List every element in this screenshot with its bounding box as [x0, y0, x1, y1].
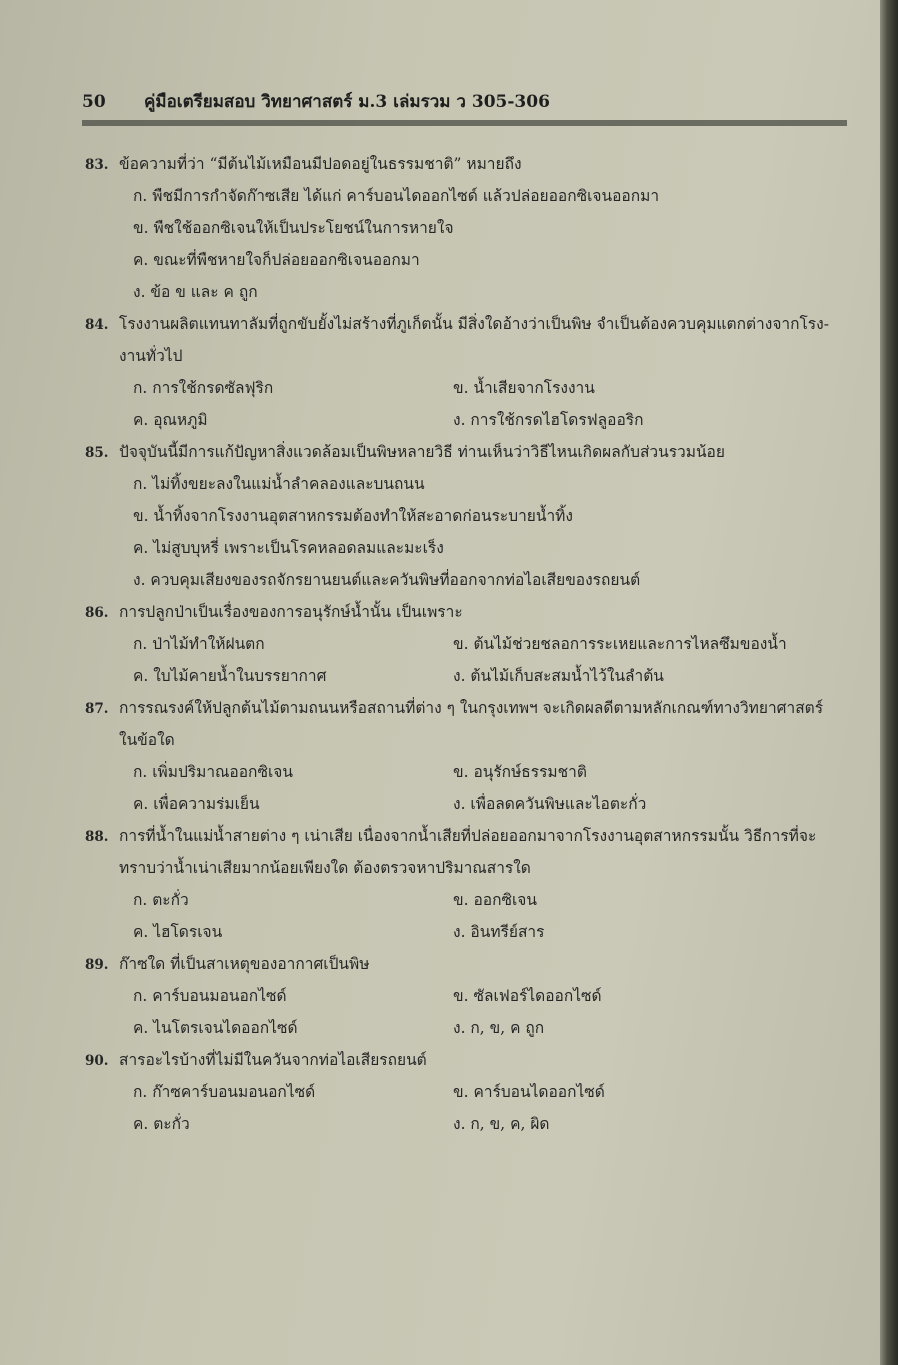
option-a: ก. คาร์บอนมอนอกไซด์ [133, 987, 287, 1005]
option-c: ค. ไฮโดรเจน [133, 923, 223, 941]
question-number: 87. [85, 701, 109, 717]
question-text: การที่น้ำในแม่น้ำสายต่าง ๆ เน่าเสีย เนื่องจากน้ำเสียที่ปล่อยออกมาจากโรงงานอุตสาหกรรมนั้น วิธีการที่จะ [119, 827, 817, 845]
page-header [82, 88, 852, 114]
question-number: 88. [85, 829, 109, 845]
option-d: ง. อินทรีย์สาร [453, 923, 545, 941]
option-d: ง. เพื่อลดควันพิษและไอตะกั่ว [453, 795, 647, 813]
option-d: ง. ควบคุมเสียงของรถจักรยานยนต์และควันพิษที่ออกจากท่อไอเสียของรถยนต์ [133, 571, 641, 589]
option-b: ข. น้ำเสียจากโรงงาน [453, 379, 595, 397]
option-c: ค. ขณะที่พืชหายใจก็ปล่อยออกซิเจนออกมา [133, 251, 420, 269]
question-number: 86. [85, 605, 109, 621]
question-text: ปัจจุบันนี้มีการแก้ปัญหาสิ่งแวดล้อมเป็นพิษหลายวิธี ท่านเห็นว่าวิธีไหนเกิดผลกับส่วนรวมน้อย [119, 443, 725, 461]
option-c: ค. ใบไม้คายน้ำในบรรยากาศ [133, 667, 327, 685]
question-86 [85, 596, 860, 692]
option-b: ข. ต้นไม้ช่วยชลอการระเหยและการไหลซึมของน้ำ [453, 635, 787, 653]
question-number: 83. [85, 157, 109, 173]
question-87 [85, 692, 860, 820]
question-number: 90. [85, 1053, 109, 1069]
option-c: ค. อุณหภูมิ [133, 411, 208, 429]
header-rule [82, 120, 847, 126]
option-d: ง. การใช้กรดไฮโดรฟลูออริก [453, 411, 644, 429]
question-text-continued: งานทั่วไป [119, 347, 183, 365]
option-a: ก. ไม่ทิ้งขยะลงในแม่น้ำลำคลองและบนถนน [133, 475, 425, 493]
option-c: ค. เพื่อความร่มเย็น [133, 795, 260, 813]
question-text: การปลูกป่าเป็นเรื่องของการอนุรักษ์น้ำนั้น เป็นเพราะ [119, 603, 463, 621]
question-text: ก๊าซใด ที่เป็นสาเหตุของอากาศเป็นพิษ [119, 955, 370, 973]
option-a: ก. เพิ่มปริมาณออกซิเจน [133, 763, 293, 781]
question-number: 85. [85, 445, 109, 461]
option-a: ก. ก๊าซคาร์บอนมอนอกไซด์ [133, 1083, 316, 1101]
option-b: ข. อนุรักษ์ธรรมชาติ [453, 763, 587, 781]
question-text: การรณรงค์ให้ปลูกต้นไม้ตามถนนหรือสถานที่ต่าง ๆ ในกรุงเทพฯ จะเกิดผลดีตามหลักเกณฑ์ทางวิทยาศาสตร์ [119, 699, 824, 717]
option-a: ก. พืชมีการกำจัดก๊าซเสีย ได้แก่ คาร์บอนไดออกไซด์ แล้วปล่อยออกซิเจนออกมา [133, 187, 660, 205]
question-text: ข้อความที่ว่า “มีต้นไม้เหมือนมีปอดอยู่ในธรรมชาติ” หมายถึง [119, 155, 522, 173]
question-text-continued: ในข้อใด [119, 731, 175, 749]
option-c: ค. ไนโตรเจนไดออกไซด์ [133, 1019, 298, 1037]
option-d: ง. ก, ข, ค ถูก [453, 1019, 545, 1037]
option-b: ข. คาร์บอนไดออกไซด์ [453, 1083, 605, 1101]
option-a: ก. ตะกั่ว [133, 891, 189, 909]
option-b: ข. ออกซิเจน [453, 891, 537, 909]
question-85 [85, 436, 860, 596]
book-title: คู่มือเตรียมสอบ วิทยาศาสตร์ ม.3 เล่มรวม ว 305-306 [144, 92, 550, 112]
option-b: ข. ซัลเฟอร์ไดออกไซด์ [453, 987, 602, 1005]
question-list [85, 148, 860, 1140]
option-c: ค. ตะกั่ว [133, 1115, 190, 1133]
option-d: ง. ก, ข, ค, ผิด [453, 1115, 550, 1133]
question-number: 89. [85, 957, 109, 973]
option-b: ข. พืชใช้ออกซิเจนให้เป็นประโยชน์ในการหายใจ [133, 219, 454, 237]
page-number: 50 [82, 92, 106, 112]
question-83 [85, 148, 860, 308]
question-text: สารอะไรบ้างที่ไม่มีในควันจากท่อไอเสียรถยนต์ [119, 1051, 427, 1069]
option-b: ข. น้ำทิ้งจากโรงงานอุตสาหกรรมต้องทำให้สะอาดก่อนระบายน้ำทิ้ง [133, 507, 573, 525]
option-a: ก. การใช้กรดซัลฟุริก [133, 379, 274, 397]
question-84 [85, 308, 860, 436]
question-88 [85, 820, 860, 948]
option-d: ง. ต้นไม้เก็บสะสมน้ำไว้ในลำต้น [453, 667, 664, 685]
question-text: โรงงานผลิตแทนทาลัมที่ถูกขับยั้งไม่สร้างที่ภูเก็ตนั้น มีสิ่งใดอ้างว่าเป็นพิษ จำเป็นต้องควบคุมแตกต่างจากโรง- [119, 315, 829, 333]
question-text-continued: ทราบว่าน้ำเน่าเสียมากน้อยเพียงใด ต้องตรวจหาปริมาณสารใด [119, 859, 531, 877]
question-89 [85, 948, 860, 1044]
question-number: 84. [85, 317, 109, 333]
option-c: ค. ไม่สูบบุหรี่ เพราะเป็นโรคหลอดลมและมะเร็ง [133, 539, 444, 557]
option-d: ง. ข้อ ข และ ค ถูก [133, 283, 258, 301]
book-spine-edge [880, 0, 898, 1365]
option-a: ก. ป่าไม้ทำให้ฝนตก [133, 635, 265, 653]
question-90 [85, 1044, 860, 1140]
